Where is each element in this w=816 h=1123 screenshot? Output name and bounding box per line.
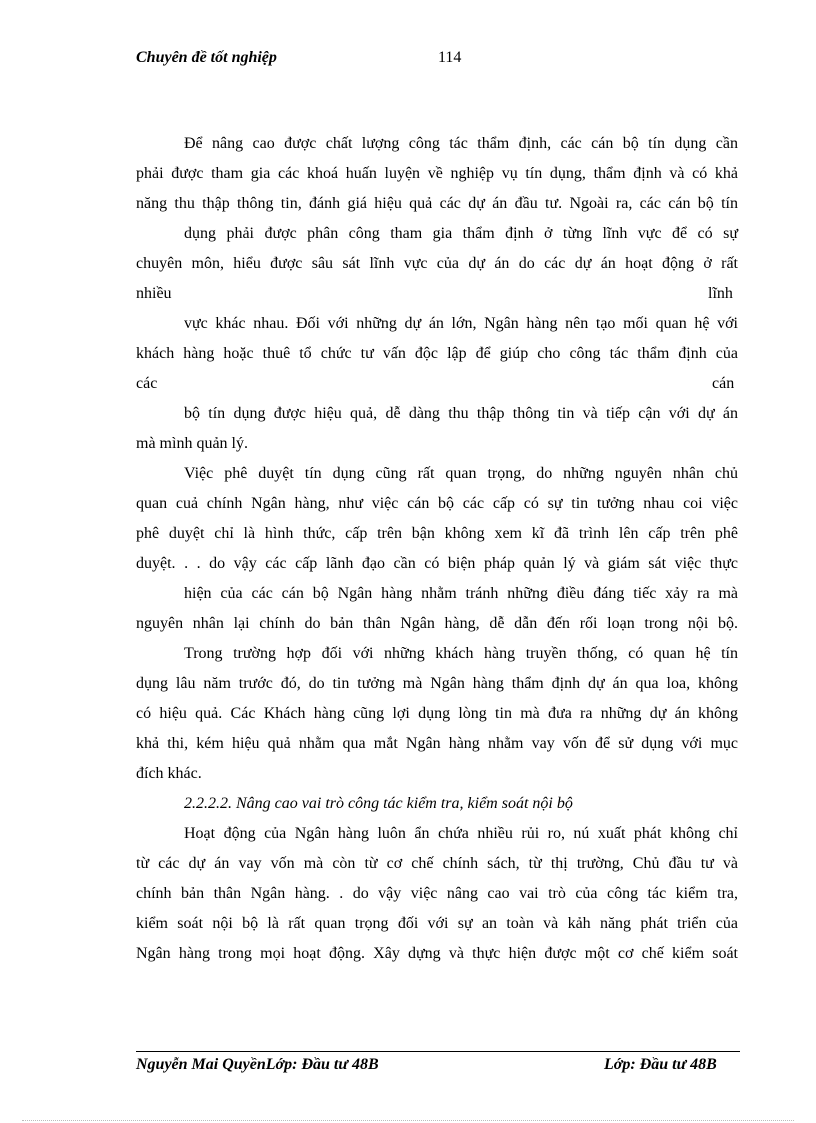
text-line: Trong trường hợp đối với những khách hàng truyền thống, có quan hệ tín [184,645,738,662]
text-line: cán [712,375,735,392]
text-line: khả thi, kém hiệu quả nhằm qua mắt Ngân hàng nhằm vay vốn để sử dụng với mục [136,735,738,752]
text-line: Ngân hàng trong mọi hoạt động. Xây dựng và thực hiện được một cơ chế kiểm soát [136,945,738,962]
text-line: duyệt. . . do vậy các cấp lãnh đạo cần có biện pháp quản lý và giám sát việc thực [136,555,738,572]
footer-divider [136,1051,740,1052]
text-line: năng thu thập thông tin, đánh giá hiệu quả các dự án đầu tư. Ngoài ra, các cán bộ tín [136,195,738,212]
text-line: đích khác. [136,765,202,782]
header-title: Chuyên đề tốt nghiệp [136,49,277,66]
footer-class: Lớp: Đầu tư 48B [604,1056,717,1073]
text-line: phê duyệt chỉ là hình thức, cấp trên bận không xem kĩ đã trình lên cấp trên phê [136,525,738,542]
text-line: các [136,375,158,392]
text-line: khách hàng hoặc thuê tổ chức tư vấn độc lập để giúp cho công tác thẩm định của [136,345,738,362]
text-line: Hoạt động của Ngân hàng luôn ẩn chứa nhiều rủi ro, nú xuất phát không chỉ [184,825,738,842]
text-line: phải được tham gia các khoá huấn luyện về nghiệp vụ tín dụng, thẩm định và có khả [136,165,738,182]
text-line: từ các dự án vay vốn mà còn từ cơ chế chính sách, từ thị trường, Chủ đầu tư và [136,855,738,872]
text-line: nguyên nhân lại chính do bản thân Ngân hàng, dễ dẫn đến rối loạn trong nội bộ. [136,615,738,632]
text-line: chính bản thân Ngân hàng. . do vậy việc nâng cao vai trò của công tác kiểm tra, [136,885,738,902]
text-line: bộ tín dụng được hiệu quả, dễ dàng thu thập thông tin và tiếp cận với dự án [184,405,738,422]
text-line: kiểm soát nội bộ là rất quan trọng đối với sự an toàn và kảh năng phát triển của [136,915,738,932]
section-heading: 2.2.2.2. Nâng cao vai trò công tác kiểm tra, kiểm soát nội bộ [184,795,573,812]
text-line: Để nâng cao được chất lượng công tác thẩm định, các cán bộ tín dụng cần [184,135,738,152]
footer-author: Nguyễn Mai QuyềnLớp: Đầu tư 48B [136,1056,379,1073]
text-line: có hiệu quả. Các Khách hàng cũng lợi dụng lòng tin mà đưa ra những dự án không [136,705,738,722]
text-line: lĩnh [708,285,733,302]
text-line: Việc phê duyệt tín dụng cũng rất quan trọng, do những nguyên nhân chủ [184,465,738,482]
text-line: quan cuả chính Ngân hàng, như việc cán bộ các cấp có sự tin tưởng nhau coi việc [136,495,738,512]
text-line: vực khác nhau. Đối với những dự án lớn, Ngân hàng nên tạo mối quan hệ với [184,315,738,332]
text-line: dụng lâu năm trước đó, do tin tưởng mà Ngân hàng thẩm định dự án qua loa, không [136,675,738,692]
text-line: hiện của các cán bộ Ngân hàng nhằm tránh những điều đáng tiếc xảy ra mà [184,585,738,602]
text-line: nhiều [136,285,172,302]
page-number: 114 [438,49,462,66]
text-line: chuyên môn, hiểu được sâu sát lĩnh vực của dự án do các dự án hoạt động ở rất [136,255,738,272]
text-line: mà mình quản lý. [136,435,248,452]
text-line: dụng phải được phân công tham gia thẩm định ở từng lĩnh vực để có sự [184,225,738,242]
page-edge-divider [22,1120,794,1121]
